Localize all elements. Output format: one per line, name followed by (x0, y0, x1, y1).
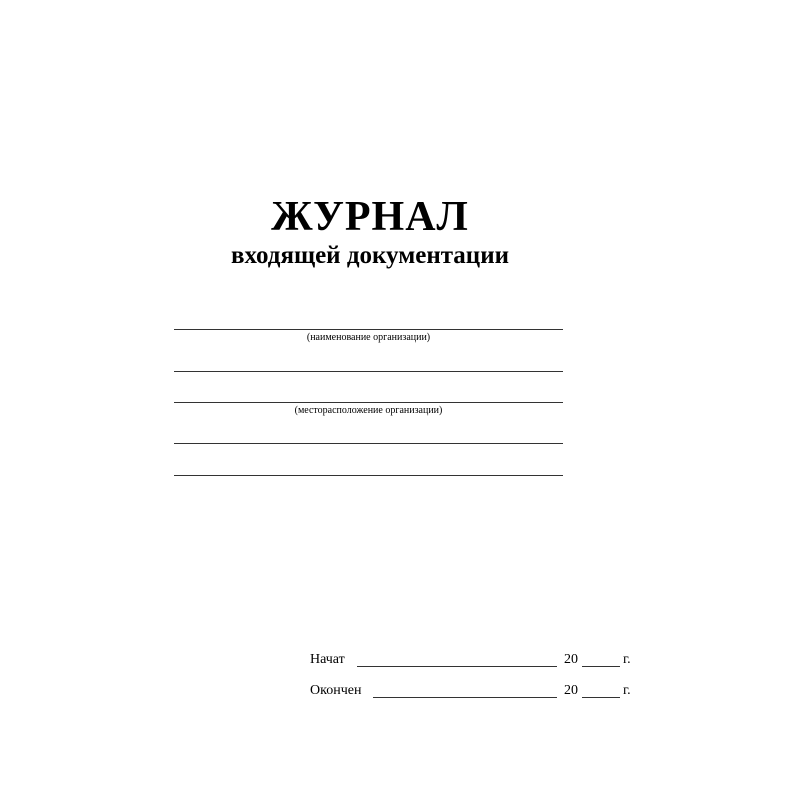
org-name-line-2 (174, 371, 563, 372)
org-location-line (174, 402, 563, 403)
started-row (310, 649, 640, 671)
document-subtitle: входящей документации (230, 242, 510, 269)
finished-year-line (582, 697, 620, 698)
org-location-line-2 (174, 443, 563, 444)
started-year-suffix: г. (623, 652, 631, 667)
started-year-prefix: 20 (564, 652, 578, 667)
started-date-line (357, 666, 557, 667)
finished-date-line (373, 697, 557, 698)
org-location-line-3 (174, 475, 563, 476)
document-title: ЖУРНАЛ (271, 194, 469, 240)
finished-row (310, 680, 640, 702)
org-name-caption: (наименование организации) (306, 332, 431, 343)
finished-label: Окончен (310, 683, 362, 698)
started-label: Начат (310, 652, 345, 667)
finished-year-prefix: 20 (564, 683, 578, 698)
started-year-line (582, 666, 620, 667)
finished-year-suffix: г. (623, 683, 631, 698)
org-name-line (174, 329, 563, 330)
org-location-caption: (месторасположение организации) (294, 405, 443, 416)
